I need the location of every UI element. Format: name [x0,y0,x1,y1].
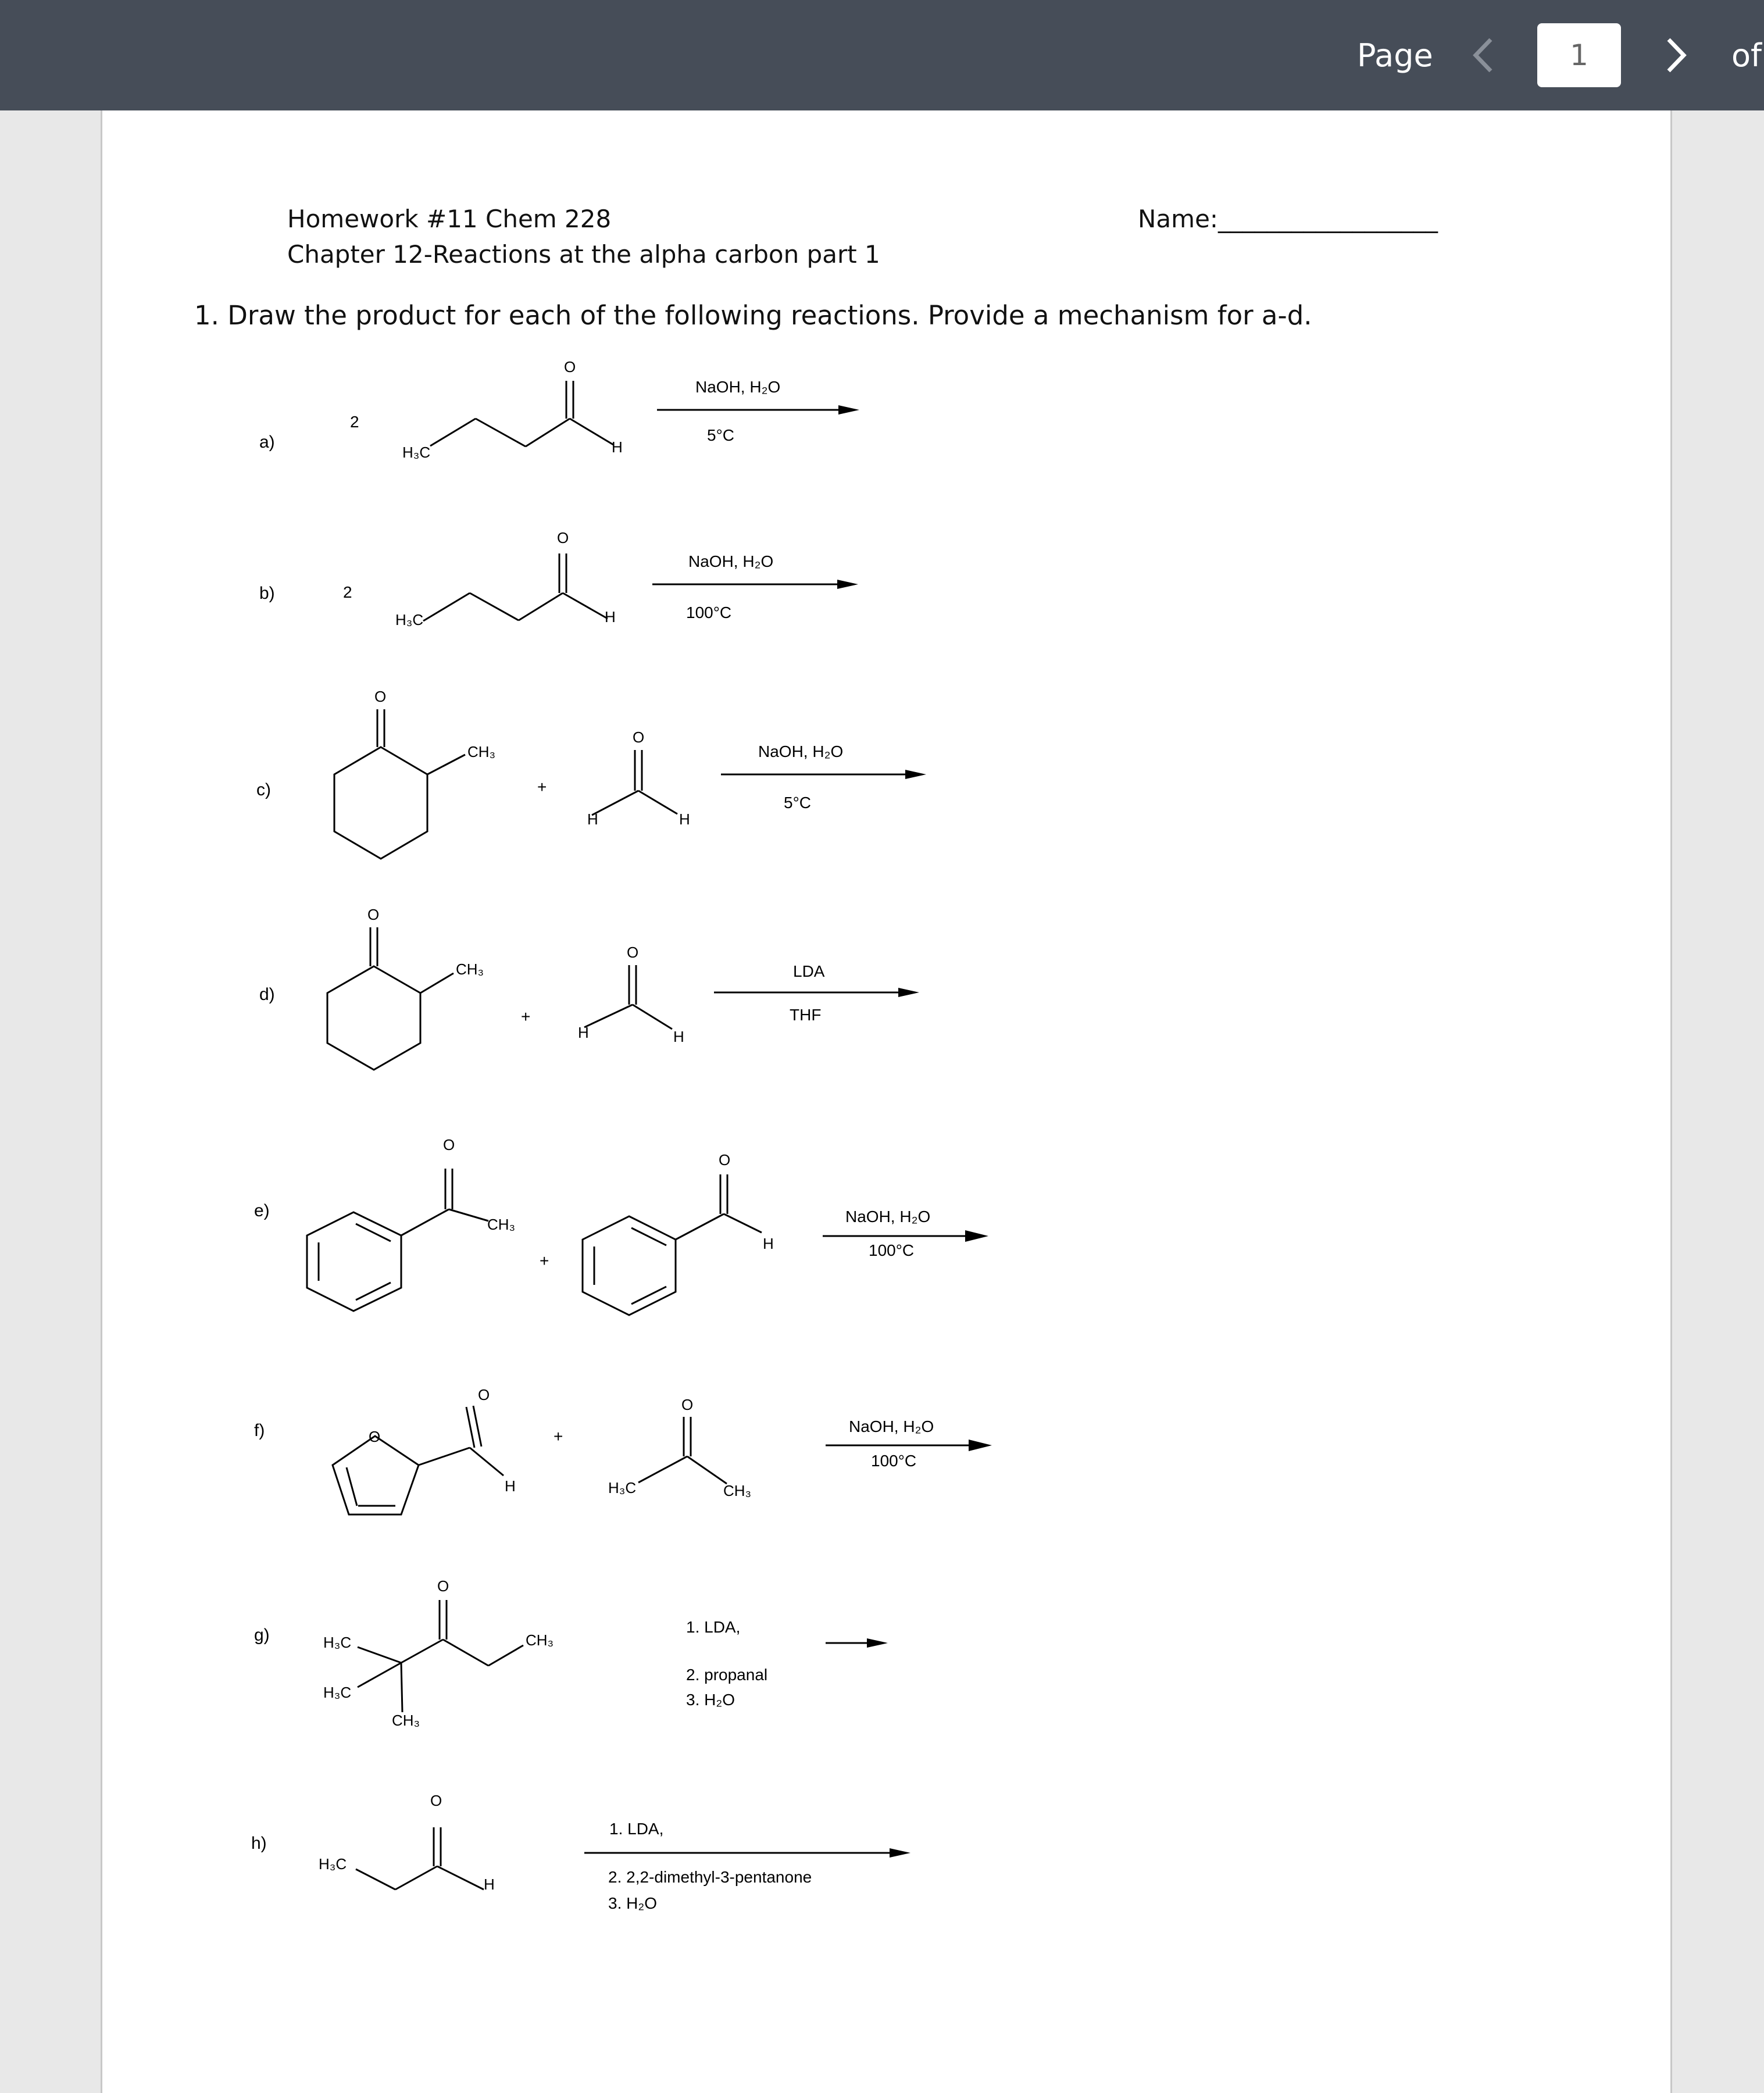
atom-label: O [478,1386,490,1403]
atom-label: O [374,688,387,705]
reagent-text: NaOH, H₂O [845,1208,931,1226]
atom-label: H₃C [608,1479,637,1496]
condition-text: 100°C [869,1241,915,1259]
reaction-e-structure [307,1169,762,1315]
reagent-text: NaOH, H₂O [758,742,844,760]
question-text: 1. Draw the product for each of the following reactions. Provide a mechanism for a-d. [194,300,1312,331]
reaction-c-structure [334,709,677,859]
reaction-a-structure [430,381,613,447]
plus-sign: + [521,1008,531,1026]
reaction-h-structure [356,1827,484,1890]
atom-label: CH₃ [467,743,496,760]
atom-label: H₃C [323,1684,352,1701]
page-count-label: of [1731,37,1762,74]
name-field: Name:__________________ [1138,205,1438,233]
atom-label: H [587,810,598,828]
atom-label: H₃C [323,1634,352,1651]
atom-label: O [681,1396,694,1413]
atom-label: CH₃ [723,1482,752,1499]
reaction-label: d) [259,985,275,1004]
atom-label: O [437,1577,449,1595]
condition-text: THF [790,1006,822,1024]
atom-label: H [578,1024,589,1041]
reagent-step: 3. H₂O [608,1894,657,1912]
reagent-text: NaOH, H₂O [688,552,774,570]
reaction-f-structure [333,1406,727,1515]
atom-label: O [557,529,569,547]
atom-label: H [679,810,690,828]
atom-label: O [627,944,639,961]
atom-label: CH₃ [487,1216,516,1233]
atom-label: O [367,906,380,923]
atom-label: H [763,1235,774,1252]
atom-label: O [564,358,576,376]
atom-label: H₃C [395,611,424,628]
reagent-text: NaOH, H₂O [849,1417,934,1435]
atom-label: H [673,1028,684,1045]
reaction-label: c) [256,780,271,799]
atom-label: H [505,1477,516,1495]
reaction-label: f) [254,1421,265,1440]
reagent-step: 1. LDA, [686,1618,741,1636]
page-number-input[interactable]: 1 [1537,23,1621,87]
plus-sign: + [554,1427,563,1445]
header-subtitle: Chapter 12-Reactions at the alpha carbon part 1 [287,240,880,269]
reagent-step: 3. H₂O [686,1691,735,1709]
coefficient: 2 [343,583,352,601]
reaction-g-structure [358,1600,523,1712]
plus-sign: + [537,778,547,796]
reaction-label: h) [251,1834,267,1853]
atom-label: H [612,438,623,456]
reagent-step: 2. propanal [686,1666,768,1684]
plus-sign: + [540,1252,549,1270]
reaction-b-structure [423,553,608,621]
reagent-step: 2. 2,2-dimethyl-3-pentanone [608,1868,812,1886]
atom-label: CH₃ [456,960,484,978]
reaction-label: a) [259,433,275,452]
reagent-text: NaOH, H₂O [695,378,781,396]
reaction-label: g) [254,1626,270,1645]
atom-label: O [369,1428,381,1445]
coefficient: 2 [350,413,359,431]
reaction-label: e) [254,1201,270,1220]
atom-label: H₃C [402,444,431,461]
condition-text: 5°C [784,794,811,812]
atom-label: H₃C [319,1855,347,1873]
atom-label: H [484,1876,495,1893]
atom-label: CH₃ [392,1712,420,1729]
header-title: Homework #11 Chem 228 [287,205,612,233]
atom-label: CH₃ [526,1631,554,1649]
condition-text: 5°C [707,426,734,444]
atom-label: O [443,1136,455,1153]
condition-text: 100°C [871,1452,917,1470]
condition-text: 100°C [686,603,732,622]
page-label: Page [1357,37,1433,74]
atom-label: H [605,608,616,626]
atom-label: O [719,1151,731,1169]
reagent-step: 1. LDA, [609,1820,664,1838]
reaction-label: b) [259,584,275,603]
atom-label: O [430,1792,442,1809]
reaction-d-structure [327,927,672,1070]
reagent-text: LDA [793,962,825,980]
atom-label: O [633,728,645,746]
